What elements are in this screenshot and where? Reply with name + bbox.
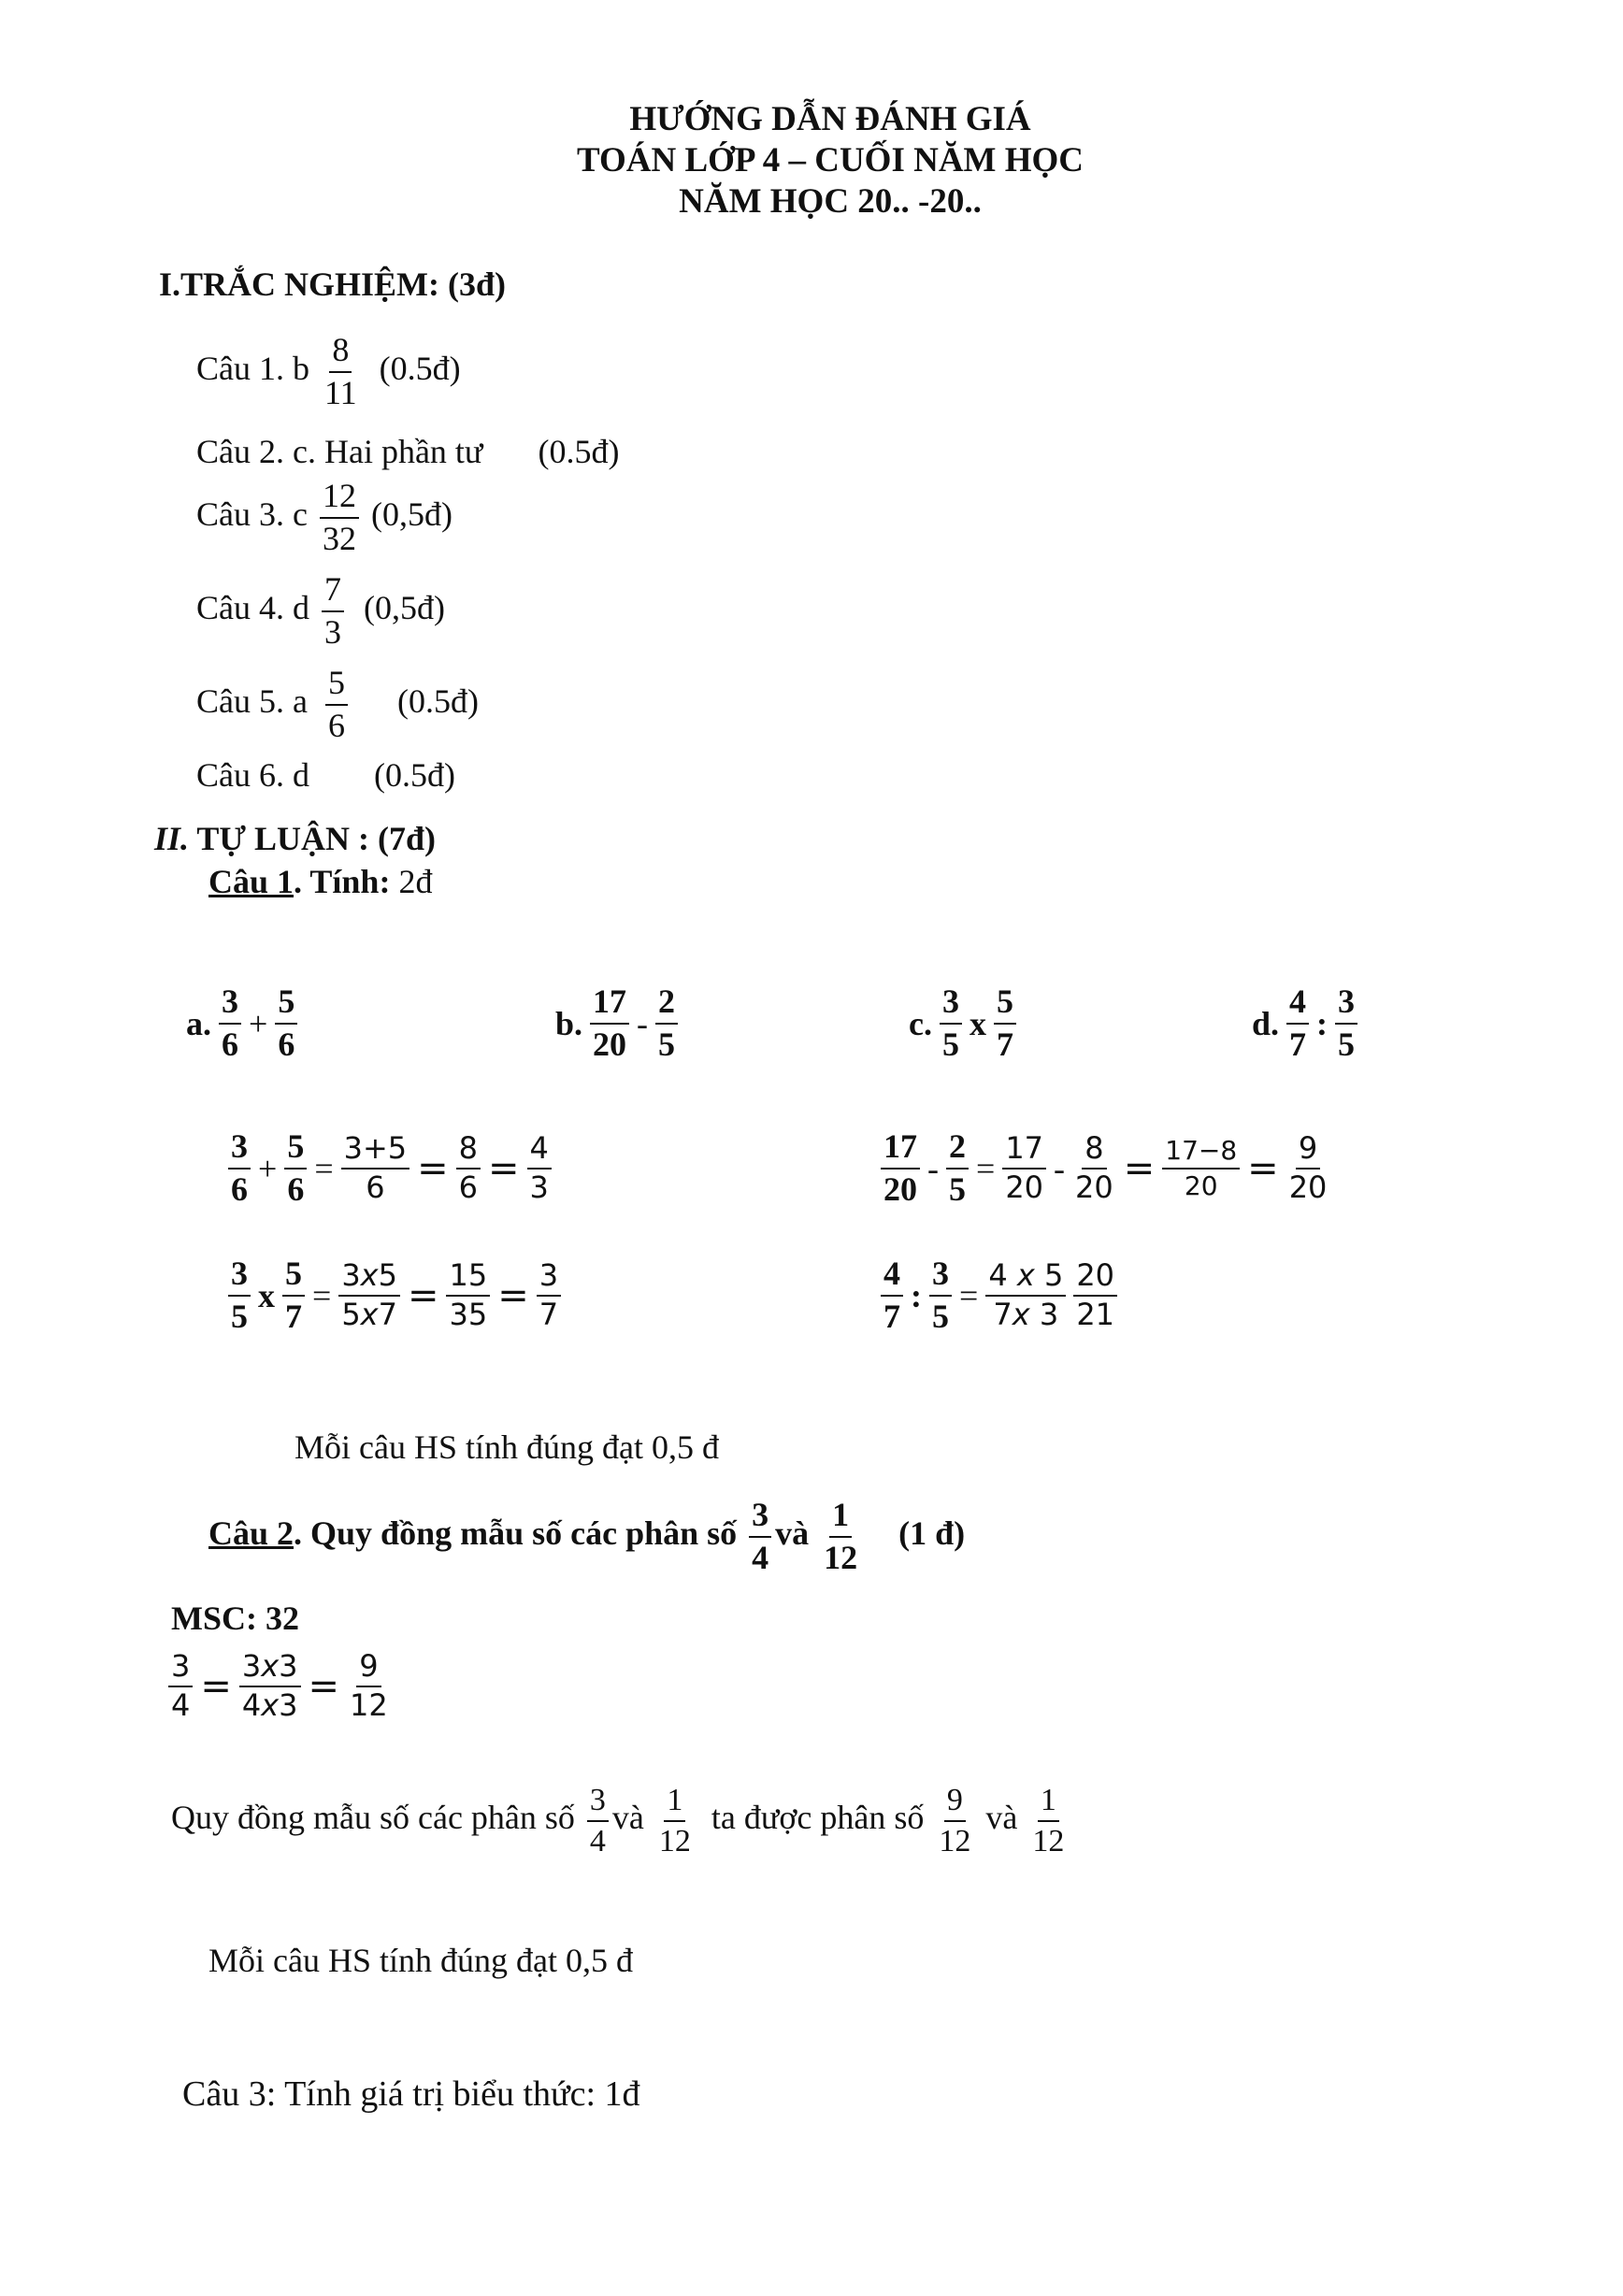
part1-q4 [196,572,445,651]
sb-d2: 5 [949,1170,966,1208]
sd-step2 [1073,1257,1117,1332]
c2-points: (1 đ) [898,1514,966,1553]
c2calc-step2 [347,1648,391,1723]
c2-d2: 12 [824,1538,858,1576]
c1-note: Mỗi câu HS tính đúng đạt 0,5 đ [294,1428,719,1466]
c1-label: Câu 1 [208,863,294,900]
c2calc-n1: 3 [168,1651,193,1687]
doc-title-line2: TOÁN LỚP 4 – CUỐI NĂM HỌC [576,141,1084,179]
sd-op: : [911,1276,922,1314]
c2res-n3: 9 [944,1784,966,1822]
sc-op: x [258,1276,275,1314]
sc-eq0: = [312,1276,332,1314]
c1c-d2: 7 [996,1025,1013,1063]
c1-problem-b [552,984,682,1063]
sb-step4 [1286,1130,1330,1205]
sb-d1: 20 [883,1170,917,1208]
part1-q6 [196,755,455,795]
sd-n1: 4 [881,1256,903,1297]
math-times-x: x [1016,1257,1035,1294]
q2-label: Câu 2. c. Hai phần tư [196,433,483,470]
c1-heading [208,862,432,901]
q5-label: Câu 5. a [196,682,308,721]
sd-step1 [985,1257,1066,1332]
c2-frac2 [821,1498,860,1576]
sc-eq2: = [497,1273,529,1317]
c2calc-eq1: = [200,1664,232,1708]
doc-title-line1: HƯỚNG DẪN ĐÁNH GIÁ [629,100,1031,138]
sb-eq1: = [1123,1146,1156,1190]
q6-label: Câu 6. d [196,756,309,794]
sc-n1: 3 [228,1256,251,1297]
sc-s3d: 7 [539,1296,559,1332]
sb-eq0: = [976,1149,996,1187]
sd-s1n: 4 x 5 [985,1260,1066,1297]
c2calc-step1 [239,1648,301,1723]
sa-frac2 [284,1129,307,1208]
c2-calculation [168,1648,395,1723]
c2res-frac4 [1029,1784,1067,1858]
c2-frac1 [749,1498,771,1576]
c2calc-s2n: 9 [356,1651,381,1687]
sa-s1n: 3+5 [341,1133,410,1170]
c2res-n1: 3 [587,1784,609,1822]
c3-heading: Câu 3: Tính giá trị biểu thức: 1đ [182,2074,640,2114]
c2-and: và [775,1514,810,1553]
c1d-d1: 7 [1289,1025,1307,1063]
c1a-d1: 6 [222,1025,238,1063]
c2calc-s1n: 3x3 [239,1651,301,1687]
q4-num: 7 [322,572,344,612]
sd-s2d: 21 [1076,1296,1115,1332]
sd-n2: 3 [929,1256,952,1297]
sa-s3d: 3 [529,1169,549,1205]
sa-n1: 3 [228,1129,251,1170]
q1-label: Câu 1. b [196,350,309,388]
q1-num: 8 [329,333,352,373]
c2res-d2: 12 [658,1823,691,1858]
c2res-frac2 [656,1784,694,1858]
part2-heading-text: TỰ LUẬN : (7đ) [189,820,437,857]
sc-s1d: 5x7 [341,1296,397,1332]
c2res-and2: và [985,1798,1018,1836]
sc-eq1: = [407,1273,439,1317]
sa-eq2: = [488,1146,520,1190]
sc-n2: 5 [282,1256,305,1297]
sd-d2: 5 [932,1297,949,1335]
sb-eq2: = [1247,1146,1279,1190]
sa-step2 [456,1130,481,1205]
q6-score: (0.5đ) [374,756,455,794]
c1c-op: x [969,1004,986,1042]
c1c-n2: 5 [994,984,1016,1025]
c1b-d2: 5 [658,1025,676,1063]
sb-op: - [927,1149,939,1187]
c1d-n1: 4 [1286,984,1309,1025]
c1b-frac1 [590,984,629,1063]
c2calc-frac1 [168,1648,193,1723]
c1d-frac1 [1286,984,1309,1063]
doc-title-line3: NĂM HỌC 20.. -20.. [679,182,982,221]
sc-step3 [537,1257,561,1332]
q5-den: 6 [327,706,345,744]
c2calc-eq2: = [308,1664,340,1708]
c2calc-s2d: 12 [350,1686,388,1723]
sc-step1 [338,1257,400,1332]
sd-eq0: = [959,1276,979,1314]
c2-note: Mỗi câu HS tính đúng đạt 0,5 đ [208,1942,633,1979]
sc-step2 [446,1257,490,1332]
sa-s1d: 6 [366,1169,385,1205]
q5-score: (0.5đ) [396,682,479,721]
sd-s1d: 7x 3 [993,1296,1059,1332]
c1-points: 2đ [390,863,433,900]
math-times-x: x [1012,1296,1030,1332]
part2-heading [154,819,436,858]
c1d-n2: 3 [1335,984,1357,1025]
sb-n1: 17 [881,1129,920,1170]
c1a-n1: 3 [219,984,241,1025]
part1-heading: I.TRẮC NGHIỆM: (3đ) [159,265,507,303]
sb-s4d: 20 [1288,1169,1328,1205]
sa-op: + [258,1149,278,1187]
sb-s4n: 9 [1296,1133,1320,1170]
sc-frac1 [228,1256,251,1335]
q1-score: (0.5đ) [379,350,461,388]
sd-frac2 [929,1256,952,1335]
c1-solution-a [224,1129,555,1208]
q4-den: 3 [324,612,341,651]
c1c-n1: 3 [940,984,962,1025]
c2-heading [208,1498,965,1576]
c1b-op: - [637,1004,649,1042]
q4-score: (0,5đ) [364,589,445,627]
q5-num: 5 [325,666,348,706]
sc-frac2 [282,1256,305,1335]
c2-label: Câu 2 [208,1514,294,1553]
c2-title: . Quy đồng mẫu số các phân số [294,1514,738,1553]
c2res-frac3 [936,1784,973,1858]
sc-s1n: 3x5 [338,1260,400,1297]
q4-label: Câu 4. d [196,589,309,627]
c1a-frac2 [275,984,297,1063]
c1c-frac2 [994,984,1016,1063]
sb-s3d: 20 [1184,1170,1218,1201]
q3-score: (0,5đ) [370,495,452,534]
sa-s2d: 6 [458,1169,479,1205]
c1a-frac1 [219,984,241,1063]
c1a-letter: a. [186,1004,211,1042]
q3-num: 12 [320,479,359,519]
sb-step2 [1072,1130,1116,1205]
sd-s2n: 20 [1073,1260,1117,1297]
sb-s1d: 20 [1005,1169,1044,1205]
part2-heading-roman: II. [154,820,190,857]
sc-s2d: 35 [449,1296,488,1332]
c1-solution-c [224,1256,565,1335]
c1a-op: + [249,1004,268,1042]
sa-d1: 6 [231,1170,248,1208]
part1-q2 [196,432,619,471]
q2-score: (0.5đ) [538,433,620,470]
c2-msc: MSC: 32 [171,1600,299,1637]
sc-d1: 5 [231,1297,248,1335]
c2res-and1: và [611,1798,644,1836]
q4-fraction [322,572,344,651]
c1c-d1: 5 [941,1025,959,1063]
sa-n2: 5 [284,1129,307,1170]
c1c-frac1 [940,984,962,1063]
q3-den: 32 [322,519,356,557]
sa-eq0: = [314,1149,334,1187]
c1b-n2: 2 [655,984,678,1025]
sb-frac1 [881,1129,920,1208]
sd-d1: 7 [883,1297,900,1335]
sb-s1n: 17 [1002,1133,1046,1170]
c2res-frac1 [587,1784,609,1858]
c2-d1: 4 [752,1538,769,1576]
c2-result [171,1784,1070,1858]
sb-s3n: 17−8 [1162,1137,1240,1169]
c1d-letter: d. [1252,1004,1280,1042]
sd-frac1 [881,1256,903,1335]
part1-q1 [196,333,461,411]
sa-s3n: 4 [527,1133,552,1170]
c2res-d1: 4 [589,1823,606,1858]
c1-title: . Tính: [294,863,391,900]
c1-problem-a [182,984,301,1063]
part1-q5 [196,666,479,744]
sb-step3 [1162,1137,1240,1199]
math-times-x: x [360,1296,379,1332]
sb-s2d: 20 [1075,1169,1113,1205]
c1a-n2: 5 [275,984,297,1025]
c2res-d4: 12 [1032,1823,1065,1858]
sa-s2n: 8 [456,1133,481,1170]
c1b-d1: 20 [593,1025,627,1063]
c1b-frac2 [655,984,678,1063]
c1d-op: : [1316,1004,1329,1042]
c2calc-s1d: 4x3 [241,1686,298,1723]
sb-op2: - [1054,1149,1066,1187]
c2-n2: 1 [829,1498,852,1538]
math-times-x: x [261,1686,280,1723]
q1-fraction [322,333,360,411]
math-times-x: x [261,1648,280,1684]
c1d-frac2 [1335,984,1357,1063]
c1c-letter: c. [909,1004,932,1042]
c1d-d2: 5 [1338,1025,1356,1063]
sb-s2n: 8 [1082,1133,1106,1170]
c1-solution-b [877,1129,1333,1208]
sa-d2: 6 [287,1170,305,1208]
c2calc-d1: 4 [171,1686,191,1723]
c1b-letter: b. [555,1004,583,1042]
c1-problem-d [1248,984,1361,1063]
sa-step3 [527,1130,552,1205]
c2res-text1: Quy đồng mẫu số các phân số [171,1798,575,1836]
sb-step1 [1002,1130,1046,1205]
math-times-x: x [360,1257,379,1294]
q3-label: Câu 3. c [196,495,308,534]
q3-fraction [320,479,359,557]
sb-n2: 2 [946,1129,969,1170]
sc-s3n: 3 [537,1260,561,1297]
c2res-text2: ta được phân số [711,1798,925,1836]
sa-eq1: = [417,1146,449,1190]
q1-den: 11 [324,373,357,411]
sa-frac1 [228,1129,251,1208]
c2res-d3: 12 [939,1823,971,1858]
c1-solution-d [877,1256,1121,1335]
c2res-n2: 1 [664,1784,685,1822]
c1-problem-c [905,984,1020,1063]
sa-step1 [341,1130,410,1205]
sc-s2n: 15 [446,1260,490,1297]
c2-n1: 3 [749,1498,771,1538]
sb-frac2 [946,1129,969,1208]
part1-q3 [196,479,452,557]
q5-fraction [325,666,348,744]
c1a-d2: 6 [278,1025,295,1063]
sc-d2: 7 [285,1297,302,1335]
c2res-n4: 1 [1038,1784,1059,1822]
c1b-n1: 17 [590,984,629,1025]
